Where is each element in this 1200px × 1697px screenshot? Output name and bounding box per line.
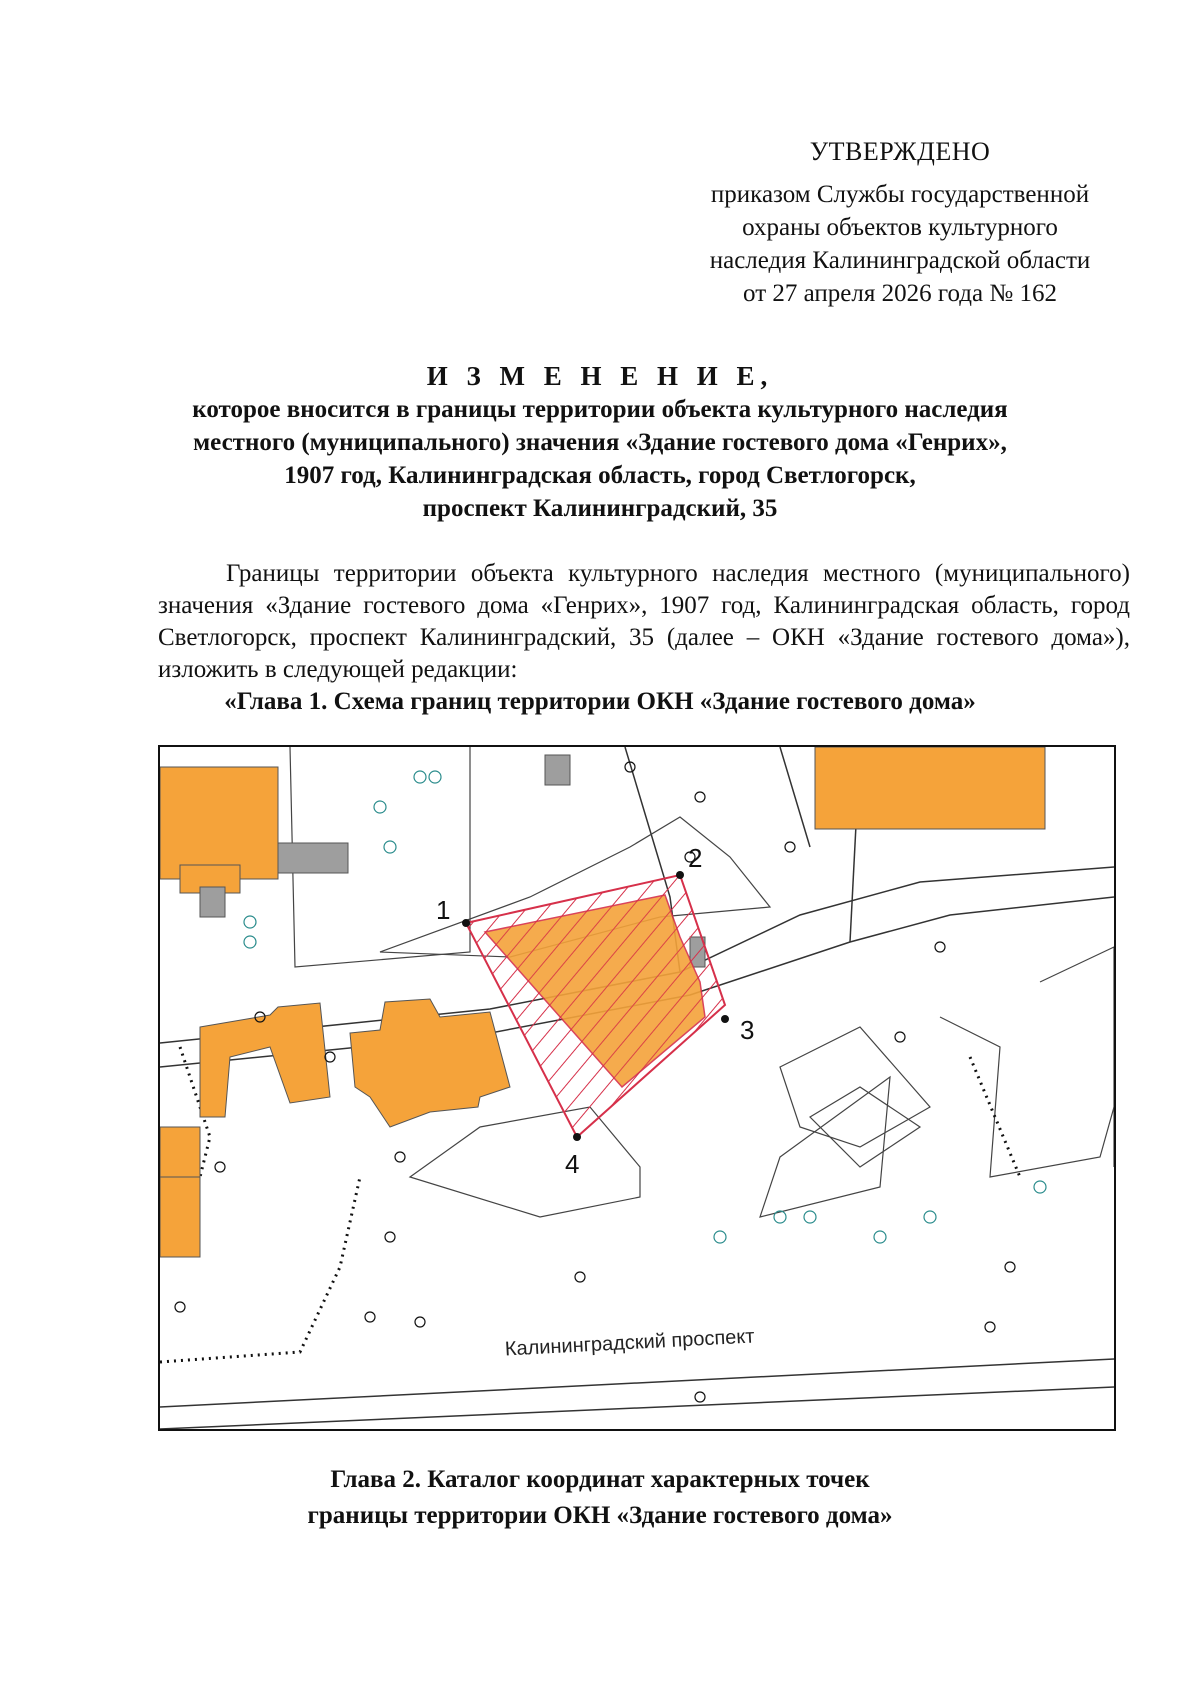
point-3-marker bbox=[721, 1015, 729, 1023]
chapter-2-line-2: границы территории ОКН «Здание гостевого дома» bbox=[307, 1502, 893, 1529]
approval-line-3: наследия Калининградской области bbox=[709, 247, 1091, 274]
map-drawing bbox=[160, 747, 1114, 1429]
point-4-marker bbox=[573, 1133, 581, 1141]
point-2-marker bbox=[676, 871, 684, 879]
chapter-2-heading bbox=[90, 1462, 1110, 1534]
chapter-2-line-1: Глава 2. Каталог координат характерных точек bbox=[330, 1466, 870, 1493]
document-title bbox=[90, 360, 1110, 525]
boundary-map bbox=[158, 745, 1116, 1431]
point-2-label: 2 bbox=[688, 843, 703, 873]
street-label: Калининградский проспект bbox=[504, 1325, 756, 1361]
title-line-1: которое вносится в границы территории объекта культурного наследия bbox=[192, 396, 1008, 423]
point-3-label: 3 bbox=[740, 1015, 755, 1045]
approval-title: УТВЕРЖДЕНО bbox=[809, 137, 991, 166]
body-paragraph bbox=[158, 558, 1130, 686]
point-1-marker bbox=[462, 919, 470, 927]
point-4-label: 4 bbox=[565, 1149, 580, 1179]
title-main: И З М Е Н Е Н И Е, bbox=[426, 361, 774, 391]
title-line-4: проспект Калининградский, 35 bbox=[422, 495, 778, 522]
point-1-label: 1 bbox=[436, 895, 451, 925]
title-line-3: 1907 год, Калининградская область, город Светлогорск, bbox=[284, 462, 916, 489]
approval-line-1: приказом Службы государственной bbox=[710, 181, 1090, 208]
approval-line-4: от 27 апреля 2026 года № 162 bbox=[743, 280, 1057, 307]
approval-line-2: охраны объектов культурного bbox=[742, 214, 1058, 241]
title-line-2: местного (муниципального) значения «Здание гостевого дома «Генрих», bbox=[193, 429, 1007, 456]
chapter-1-heading: «Глава 1. Схема границ территории ОКН «Здание гостевого дома» bbox=[224, 688, 976, 715]
body-paragraph-text: Границы территории объекта культурного наследия местного (муниципального) значения «Здание гостевого дома «Генрих», 1907 год, Калининградская область, город Светлогорск, проспект Калининградский, 35 (далее – ОКН «Здание гостевого дома»), изложить в следующей редакции: bbox=[158, 560, 1130, 683]
approval-block bbox=[660, 135, 1140, 310]
